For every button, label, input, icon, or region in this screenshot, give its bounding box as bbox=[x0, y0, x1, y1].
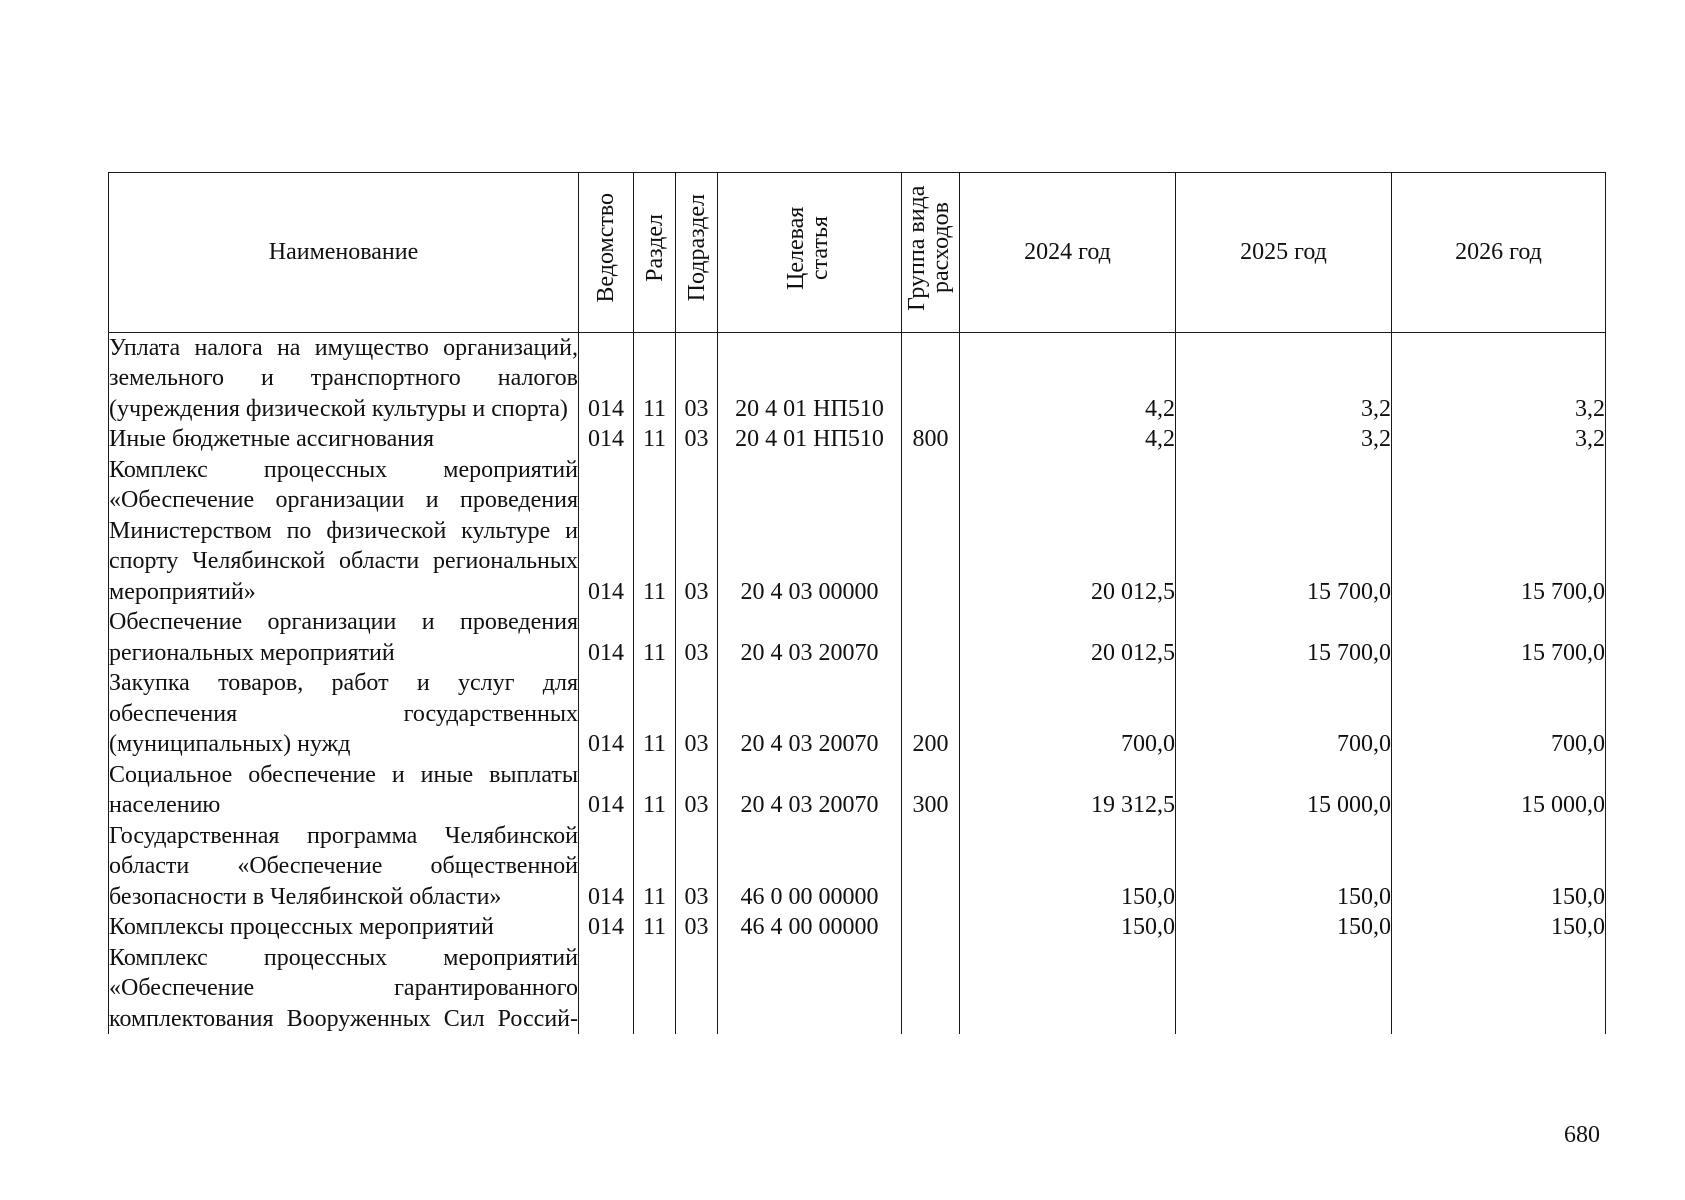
cell-target-item: 46 4 00 00000 bbox=[718, 912, 902, 943]
cell-2026: 700,0 bbox=[1392, 668, 1606, 760]
cell-target-item: 20 4 03 20070 bbox=[718, 668, 902, 760]
cell-subsection: 03 bbox=[676, 821, 718, 913]
cell-expense-group bbox=[902, 455, 960, 608]
cell-section: 11 bbox=[634, 668, 676, 760]
cell-2025 bbox=[1176, 943, 1392, 1035]
cell-target-item: 20 4 03 00000 bbox=[718, 455, 902, 608]
cell-name: Обеспечение организации и проведения региональных мероприятий bbox=[109, 607, 579, 668]
budget-table bbox=[108, 172, 1606, 1034]
cell-2024: 20 012,5 bbox=[960, 607, 1176, 668]
cell-department: 014 bbox=[579, 821, 634, 913]
cell-subsection: 03 bbox=[676, 424, 718, 455]
table-row bbox=[109, 455, 1606, 608]
cell-expense-group bbox=[902, 912, 960, 943]
cell-2026: 3,2 bbox=[1392, 332, 1606, 424]
cell-name: Государственная программа Челябинской области «Обеспечение общественной безопасности в Челябинской области» bbox=[109, 821, 579, 913]
cell-subsection: 03 bbox=[676, 912, 718, 943]
header-expense-group: Группа вида расходов bbox=[902, 173, 960, 333]
cell-section: 11 bbox=[634, 821, 676, 913]
table-row bbox=[109, 668, 1606, 760]
header-year-2025: 2025 год bbox=[1176, 173, 1392, 333]
cell-expense-group bbox=[902, 821, 960, 913]
cell-expense-group bbox=[902, 607, 960, 668]
cell-2025: 3,2 bbox=[1176, 424, 1392, 455]
cell-2024: 4,2 bbox=[960, 332, 1176, 424]
cell-target-item: 20 4 01 НП510 bbox=[718, 332, 902, 424]
cell-department: 014 bbox=[579, 912, 634, 943]
cell-2024: 700,0 bbox=[960, 668, 1176, 760]
cell-2025: 3,2 bbox=[1176, 332, 1392, 424]
cell-2026: 15 700,0 bbox=[1392, 607, 1606, 668]
page-number: 680 bbox=[1564, 1122, 1600, 1148]
header-subsection: Подраздел bbox=[676, 173, 718, 333]
cell-2024: 4,2 bbox=[960, 424, 1176, 455]
header-target-item: Целевая статья bbox=[718, 173, 902, 333]
cell-2025: 150,0 bbox=[1176, 821, 1392, 913]
cell-2026: 15 000,0 bbox=[1392, 760, 1606, 821]
cell-subsection: 03 bbox=[676, 607, 718, 668]
cell-2025: 15 700,0 bbox=[1176, 607, 1392, 668]
cell-2026: 150,0 bbox=[1392, 912, 1606, 943]
cell-2026: 150,0 bbox=[1392, 821, 1606, 913]
cell-section: 11 bbox=[634, 912, 676, 943]
cell-department: 014 bbox=[579, 455, 634, 608]
cell-department: 014 bbox=[579, 424, 634, 455]
cell-department: 014 bbox=[579, 760, 634, 821]
cell-2024: 19 312,5 bbox=[960, 760, 1176, 821]
cell-department: 014 bbox=[579, 332, 634, 424]
cell-name: Уплата налога на имущество организаций, земельного и транспортного налогов (учреждения физической культуры и спорта) bbox=[109, 332, 579, 424]
cell-expense-group: 200 bbox=[902, 668, 960, 760]
table-row bbox=[109, 821, 1606, 913]
header-section: Раздел bbox=[634, 173, 676, 333]
cell-expense-group: 300 bbox=[902, 760, 960, 821]
cell-name: Иные бюджетные ассигнования bbox=[109, 424, 579, 455]
header-name: Наименование bbox=[109, 173, 579, 333]
cell-department: 014 bbox=[579, 607, 634, 668]
cell-section: 11 bbox=[634, 332, 676, 424]
cell-2026 bbox=[1392, 943, 1606, 1035]
header-year-2026: 2026 год bbox=[1392, 173, 1606, 333]
cell-department bbox=[579, 943, 634, 1035]
cell-subsection: 03 bbox=[676, 332, 718, 424]
cell-section: 11 bbox=[634, 455, 676, 608]
cell-subsection: 03 bbox=[676, 760, 718, 821]
cell-2024 bbox=[960, 943, 1176, 1035]
cell-section: 11 bbox=[634, 424, 676, 455]
table-row bbox=[109, 424, 1606, 455]
table-body bbox=[109, 332, 1606, 1034]
cell-2025: 700,0 bbox=[1176, 668, 1392, 760]
cell-target-item bbox=[718, 943, 902, 1035]
cell-target-item: 20 4 03 20070 bbox=[718, 607, 902, 668]
cell-2026: 3,2 bbox=[1392, 424, 1606, 455]
table-row bbox=[109, 332, 1606, 424]
cell-name: Комплексы процессных мероприятий bbox=[109, 912, 579, 943]
cell-2025: 150,0 bbox=[1176, 912, 1392, 943]
cell-2024: 150,0 bbox=[960, 821, 1176, 913]
header-department: Ведомство bbox=[579, 173, 634, 333]
table-row bbox=[109, 760, 1606, 821]
table-row bbox=[109, 912, 1606, 943]
cell-2024: 150,0 bbox=[960, 912, 1176, 943]
table-header-row bbox=[109, 173, 1606, 333]
cell-name: Закупка товаров, работ и услуг для обеспечения государственных (муниципальных) нужд bbox=[109, 668, 579, 760]
cell-section bbox=[634, 943, 676, 1035]
cell-section: 11 bbox=[634, 607, 676, 668]
cell-2026: 15 700,0 bbox=[1392, 455, 1606, 608]
cell-expense-group: 800 bbox=[902, 424, 960, 455]
cell-name: Социальное обеспечение и иные выплаты населению bbox=[109, 760, 579, 821]
table-row bbox=[109, 943, 1606, 1035]
cell-name: Комплекс процессных мероприятий «Обеспечение организации и проведения Министерством по физической культуре и спорту Челябинской области региональных мероприятий» bbox=[109, 455, 579, 608]
cell-subsection: 03 bbox=[676, 668, 718, 760]
cell-expense-group bbox=[902, 332, 960, 424]
cell-target-item: 20 4 01 НП510 bbox=[718, 424, 902, 455]
cell-target-item: 20 4 03 20070 bbox=[718, 760, 902, 821]
header-year-2024: 2024 год bbox=[960, 173, 1176, 333]
cell-name: Комплекс процессных мероприятий «Обеспечение гарантированного комплектования Вооруженных Сил Россий- bbox=[109, 943, 579, 1035]
cell-2024: 20 012,5 bbox=[960, 455, 1176, 608]
cell-subsection bbox=[676, 943, 718, 1035]
table-row bbox=[109, 607, 1606, 668]
cell-section: 11 bbox=[634, 760, 676, 821]
cell-department: 014 bbox=[579, 668, 634, 760]
cell-2025: 15 000,0 bbox=[1176, 760, 1392, 821]
cell-expense-group bbox=[902, 943, 960, 1035]
cell-2025: 15 700,0 bbox=[1176, 455, 1392, 608]
cell-target-item: 46 0 00 00000 bbox=[718, 821, 902, 913]
cell-subsection: 03 bbox=[676, 455, 718, 608]
